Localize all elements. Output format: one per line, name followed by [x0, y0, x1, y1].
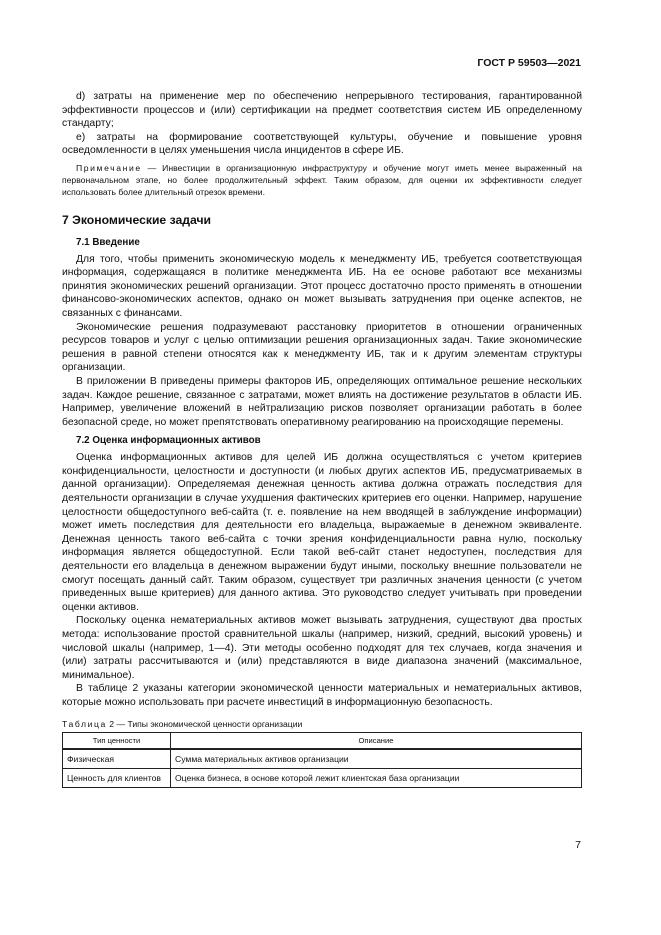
table-header-row: [63, 732, 582, 749]
section-7-title: 7 Экономические задачи: [62, 212, 212, 227]
cell-description: Оценка бизнеса, в основе которой лежит клиентская база организации: [171, 768, 582, 787]
section-7-2-paragraph-2: Поскольку оценка нематериальных активов может вызывать затруднения, существуют два простых метода: использование простой сравнительной шкалы (например, низкий, средний, высокий уровень) и числовой шкалы (например, 1—4). Эти методы особенно подходят для тех случаев, когда значения и (или) затраты рассчитываются и (или) представляются в виде диапазона значений (максимальное, минимальное).: [62, 615, 582, 681]
page-number: 7: [575, 839, 581, 851]
table-row: [63, 749, 582, 769]
section-7-2-paragraph-1: Оценка информационных активов для целей ИБ должна осуществляться с учетом критериев конфиденциальности, целостности и доступности (и любых других аспектов ИБ, предусматриваемых в данной организации). Определяемая денежная ценность актива должна отражать последствия для деятельности организации в случае ухудшения фактических критериев его оценки. Например, нарушение целостности общедоступного веб-сайта (т. е. появление на нем вводящей в заблуждение информации) может иметь последствия для деятельности его владельца, выражаемые в денежном эквиваленте. Денежная ценность такого веб-сайта с точки зрения конфиденциальности равна нулю, поскольку информация является общедоступной. Если такой веб-сайт станет недоступен, последствия для деятельности его владельца в денежном выражении будут иными, поскольку внешние пользователи не смогут посещать данный сайт. Таким образом, существует три различных значения ценности (с учетом приведенных выше критериев) для данного актива. Это руководство следует учитывать при проведении оценки активов.: [62, 452, 582, 613]
document-header: ГОСТ Р 59503—2021: [477, 57, 581, 69]
table-caption: [62, 719, 582, 729]
cell-type: Физическая: [63, 749, 171, 769]
section-7-1-paragraph-3: В приложении В приведены примеры факторов ИБ, определяющих оптимальное решение нескольких задач. Каждое решение, связанное с затратами, может влиять на достижение результатов в области ИБ. Например, увеличение вложений в нейтрализацию рисков позволяет организации работать в более безопасной среде, но может препятствовать оперативному реагированию на происходящие перемены.: [62, 375, 582, 428]
table-row: [63, 768, 582, 787]
column-header-description: Описание: [171, 732, 582, 749]
note-text: — Инвестиции в организационную инфраструктуру и обучение могут иметь менее выраженный на первоначальном этапе, но более продолжительный эффект. Таким образом, для оценки их эффективности следует использовать более длительный отрезок времени.: [62, 162, 582, 198]
note: [62, 162, 582, 199]
table-label: Таблица: [62, 718, 107, 729]
value-types-table: [62, 732, 582, 788]
table-caption-text: 2 — Типы экономической ценности организации: [106, 718, 303, 729]
column-header-type: Тип ценности: [63, 732, 171, 749]
page-content: [62, 90, 582, 788]
list-item-d: d) затраты на применение мер по обеспечению непрерывного тестирования, гарантированной эффективности процессов и (или) сертификации на предмет соответствия систем ИБ определенному стандарту;: [62, 91, 582, 130]
section-7-2-title: 7.2 Оценка информационных активов: [76, 435, 261, 447]
cell-type: Ценность для клиентов: [63, 768, 171, 787]
note-label: Примечание: [76, 162, 142, 173]
cell-description: Сумма материальных активов организации: [171, 749, 582, 769]
list-item-e: e) затраты на формирование соответствующей культуры, обучение и повышение уровня осведомленности в целях уменьшения числа инцидентов в сфере ИБ.: [62, 131, 582, 157]
section-7-2-paragraph-3: В таблице 2 указаны категории экономической ценности материальных и нематериальных активов, которые можно использовать при расчете инвестиций в информационную безопасность.: [62, 683, 582, 708]
section-7-1-paragraph-2: Экономические решения подразумевают расстановку приоритетов в отношении ограниченных ресурсов товаров и услуг с целью оптимизации решения организационных задач. Такие экономические решения в равной степени относятся как к менеджменту ИБ, так и к другим элементам структуры организации.: [62, 321, 582, 374]
section-7-1-title: 7.1 Введение: [76, 236, 140, 248]
section-7-1-paragraph-1: Для того, чтобы применить экономическую модель к менеджменту ИБ, требуется соответствующая информация, содержащаяся в политике менеджмента ИБ. На ее основе работают все механизмы принятия экономических решений организации. Этот процесс достаточно просто применять в отношении финансово-экономических аспектов, однако он может вызывать затруднения при оценке аспектов, не связанных с финансами.: [62, 253, 582, 319]
